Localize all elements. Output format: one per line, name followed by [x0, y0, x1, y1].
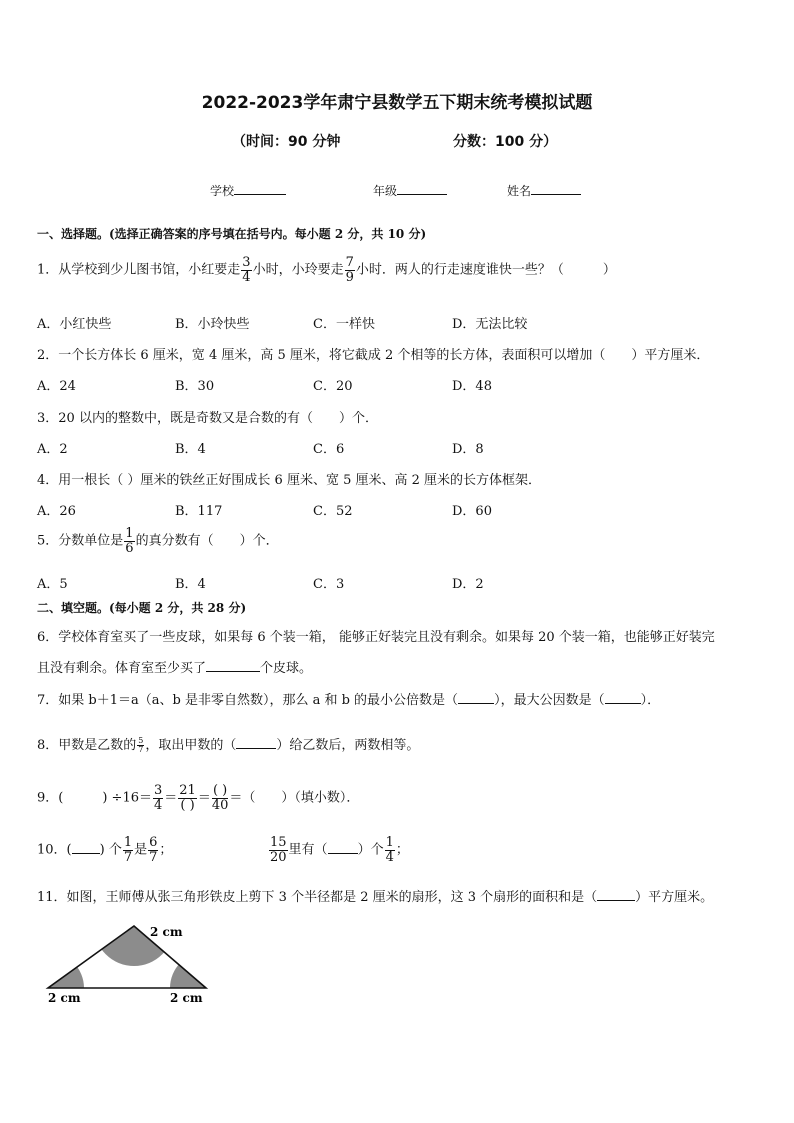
q10-num-2: 6 — [149, 835, 158, 850]
q10-den-1: 7 — [123, 849, 133, 865]
q2-option-b: B．30 — [175, 379, 215, 394]
exam-time: （时间：90 分钟 — [232, 134, 341, 150]
q1-fraction-2 — [345, 256, 355, 284]
q1-den-2: 9 — [345, 269, 354, 285]
q5-num: 1 — [125, 526, 134, 541]
question-6-line-1: 6．学校体育室买了一些皮球，如果每 6 个装一箱， 能够正好装完且没有剩余。如果每 20 个装一箱，也能够正好装完 — [37, 630, 715, 645]
q10-den-3: 20 — [270, 849, 287, 865]
q10-fraction-4 — [385, 836, 395, 864]
exam-score: 分数：100 分） — [453, 134, 558, 150]
q1-option-c: C．一样快 — [313, 317, 375, 332]
question-8 — [37, 734, 419, 754]
q7-text-c: ）． — [640, 693, 661, 708]
q7-text-b: ），最大公因数是（ — [494, 693, 605, 708]
q1-option-b: B．小玲快些 — [175, 317, 250, 332]
label-right: 2 cm — [170, 991, 203, 1005]
name-label: 姓名 — [507, 184, 532, 198]
q1-text-a: 1．从学校到少儿图书馆，小红要走 — [37, 262, 241, 278]
q4-option-c: C．52 — [313, 504, 353, 519]
q2-option-d: D．48 — [452, 379, 492, 394]
triangle-sectors-figure — [44, 922, 224, 1008]
q4-option-a: A．26 — [37, 504, 76, 519]
q9-num-2: 21 — [179, 783, 196, 798]
q10-fraction-1 — [123, 836, 133, 864]
q3-option-d: D．8 — [452, 442, 484, 457]
q8-text-b: ，取出甲数的（ — [145, 738, 237, 753]
grade-label: 年级 — [373, 184, 398, 198]
q10-text-e: 里有（ — [288, 842, 328, 858]
q1-text-b: 小时，小玲要走 — [252, 262, 344, 278]
question-2: 2．一个长方体长 6 厘米，宽 4 厘米，高 5 厘米，将它截成 2 个相等的长方体，表面积可以增加（ ）平方厘米． — [37, 348, 710, 363]
q8-text-a: 8．甲数是乙数的 — [37, 738, 137, 753]
q10-text-a: 10．( — [37, 842, 72, 858]
q1-option-d: D．无法比较 — [452, 317, 528, 332]
q9-den-1: 4 — [153, 797, 163, 813]
question-10-part-2 — [268, 836, 409, 864]
q3-option-b: B．4 — [175, 442, 206, 457]
q6-text-a: 且没有剩余。体育室至少买了 — [37, 661, 207, 676]
name-field — [507, 182, 581, 199]
question-6-line-2 — [37, 657, 312, 676]
section2-heading: 二、填空题。(每小题 2 分，共 28 分) — [37, 601, 247, 615]
grade-field — [373, 182, 447, 199]
q1-num-2: 7 — [345, 255, 354, 270]
q8-num: 5 — [138, 735, 144, 745]
q11-text-a: 11．如图，王师傅从张三角形铁皮上剪下 3 个半径都是 2 厘米的扇形，这 3 个扇形的面积和是（ — [37, 890, 598, 905]
q9-den-2: ( ) — [180, 797, 195, 813]
q4-option-d: D．60 — [452, 504, 492, 519]
q5-text-b: 的真分数有（ ）个． — [135, 533, 279, 549]
school-label: 学校 — [210, 184, 235, 198]
q11-text-b: ）平方厘米。 — [635, 890, 714, 905]
question-5 — [37, 527, 279, 555]
question-4: 4．用一根长（ ）厘米的铁丝正好围成长 6 厘米、宽 5 厘米、高 2 厘米的长方体框架． — [37, 473, 542, 488]
q1-option-a: A．小红快些 — [37, 317, 112, 332]
q4-option-b: B．117 — [175, 504, 223, 519]
q5-den: 6 — [125, 540, 134, 556]
q5-text-a: 5．分数单位是 — [37, 533, 124, 549]
q10-den-2: 7 — [149, 849, 158, 865]
q9-num-1: 3 — [153, 783, 163, 798]
question-3: 3．20 以内的整数中，既是奇数又是合数的有（ ）个． — [37, 411, 378, 426]
school-field — [210, 182, 286, 199]
q7-text-a: 7．如果 b＋1＝a（a、b 是非零自然数），那么 a 和 b 的最小公倍数是（ — [37, 693, 459, 708]
question-9: 9．( ) ÷16＝ $\frac{3}{4}$ ＝ $\frac{21}{( )}$ ＝ $\frac{( )}{40}$ ＝（ ）（填小数）． — [37, 783, 360, 813]
q10-num-1: 1 — [123, 835, 133, 850]
q9-num-3: ( ) — [212, 783, 228, 798]
q1-den-1: 4 — [242, 269, 251, 285]
q8-text-c: ）给乙数后，两数相等。 — [276, 738, 420, 753]
question-1 — [37, 256, 616, 284]
q1-num-1: 3 — [242, 255, 251, 270]
q10-text-d: ； — [159, 842, 173, 858]
question-11 — [37, 886, 713, 905]
q1-fraction-1 — [241, 256, 251, 284]
q5-option-a: A．5 — [37, 577, 68, 592]
q10-fraction-3 — [269, 836, 288, 864]
q8-fraction — [137, 737, 144, 755]
q10-text-b: ) 个 — [99, 842, 122, 858]
section1-heading: 一、选择题。(选择正确答案的序号填在括号内。每小题 2 分，共 10 分) — [37, 227, 427, 241]
q10-num-4: 1 — [385, 835, 394, 850]
q10-den-4: 4 — [385, 849, 394, 865]
page-title: 2022-2023学年肃宁县数学五下期末统考模拟试题 — [201, 93, 593, 113]
q10-text-g: ； — [395, 842, 409, 858]
q10-text-c: 是 — [134, 842, 148, 858]
q9-fraction-1 — [153, 784, 163, 812]
q5-fraction — [124, 527, 134, 555]
q10-num-3: 15 — [270, 835, 287, 850]
question-10 — [37, 836, 172, 864]
label-top: 2 cm — [150, 925, 183, 939]
q6-text-b: 个皮球。 — [260, 661, 313, 676]
q10-fraction-2 — [148, 836, 158, 864]
q9-fraction-3 — [212, 784, 229, 812]
q9-den-3: 40 — [211, 797, 229, 813]
q5-option-b: B．4 — [175, 577, 206, 592]
q5-option-c: C．3 — [313, 577, 345, 592]
q9-text-b: ＝（ ）（填小数）． — [229, 790, 360, 806]
question-7 — [37, 689, 660, 708]
q3-option-a: A．2 — [37, 442, 68, 457]
q9-fraction-2 — [178, 784, 197, 812]
q2-option-c: C．20 — [313, 379, 353, 394]
q3-option-c: C．6 — [313, 442, 345, 457]
label-left: 2 cm — [48, 991, 81, 1005]
q1-text-c: 小时．两人的行走速度谁快一些？（ ） — [355, 262, 616, 278]
q5-option-d: D．2 — [452, 577, 484, 592]
q2-option-a: A．24 — [37, 379, 76, 394]
q10-text-f: ）个 — [357, 842, 384, 858]
q8-den: 7 — [138, 745, 144, 754]
q9-text-a: 9．( ) ÷16＝ — [37, 790, 152, 806]
